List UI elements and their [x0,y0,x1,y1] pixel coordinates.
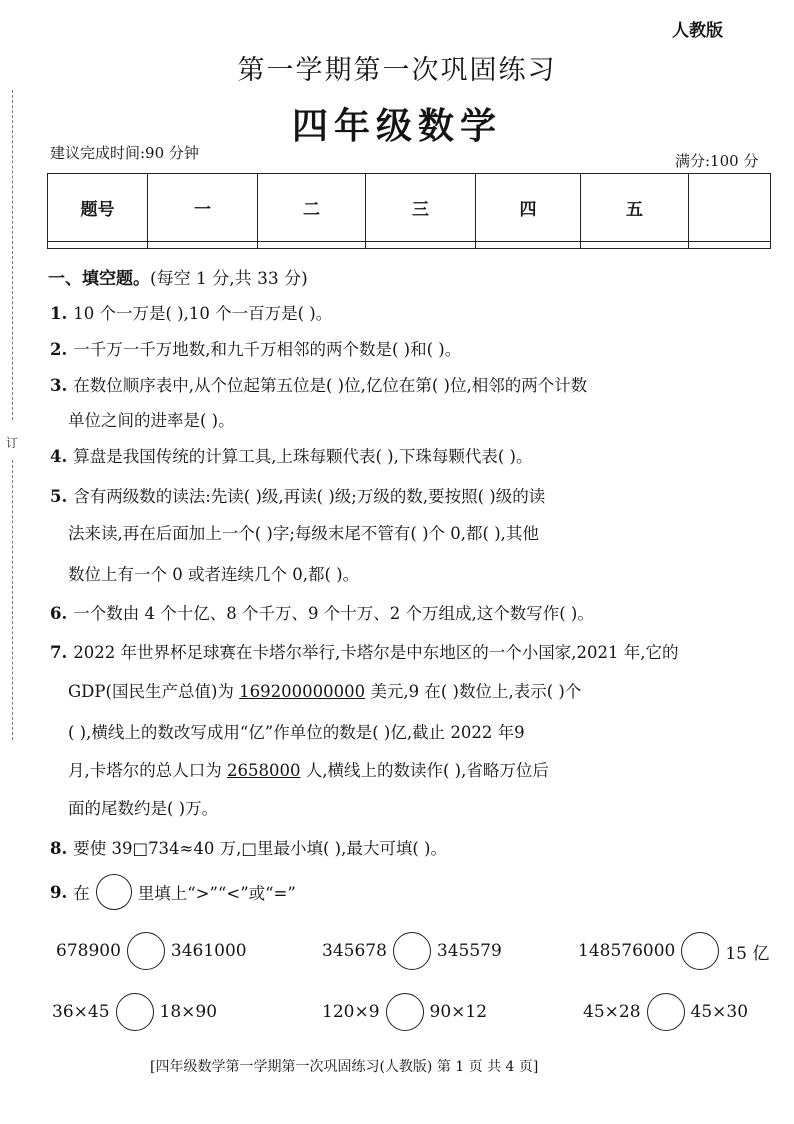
question-text: GDP(国民生产总值)为 [68,682,240,701]
score-table-header-cell: 三 [366,174,476,242]
question-number: 5. [50,487,68,506]
comparison-item [52,993,217,1031]
comparison-item [583,993,748,1031]
question-text: 美元,9 在( )数位上,表示( )个 [365,682,582,701]
score-table-header-cell: 题号 [48,174,148,242]
comparison-item [322,932,502,970]
score-table-score-row [48,241,771,248]
question-text: 算盘是我国传统的计算工具,上珠每颗代表( ),下珠每颗代表( )。 [73,447,533,466]
question-7-cont [68,678,581,702]
answer-circle[interactable] [393,932,431,970]
page-title: 第一学期第一次巩固练习 [237,55,557,86]
comparison-left: 148576000 [578,941,676,961]
score-cell[interactable] [366,241,476,248]
question-text: 10 个一万是( ),10 个一百万是( )。 [73,304,333,323]
question-text: 里填上“>”“<”或“=” [137,884,296,903]
question-text: 在 [73,884,90,903]
comparison-left: 678900 [56,941,121,961]
question-number: 7. [50,643,68,662]
section-title-note: (每空 1 分,共 33 分) [150,269,308,289]
question-9 [50,874,296,910]
comparison-left: 45×28 [583,1002,641,1022]
comparison-item [322,993,487,1031]
score-cell[interactable] [148,241,258,248]
binding-line-bottom [12,460,14,740]
score-cell[interactable] [689,241,771,248]
question-6 [50,600,594,624]
comparison-left: 345678 [322,941,387,961]
circle-icon [96,874,132,910]
comparison-right: 90×12 [429,1002,488,1022]
answer-circle[interactable] [116,993,154,1031]
question-text: 要使 39□734≈40 万,□里最小填( ),最大可填( )。 [73,839,447,858]
question-7-cont: ( ),横线上的数改写成用“亿”作单位的数是( )亿,截止 2022 年9 [68,723,525,742]
question-number: 3. [50,376,68,395]
comparison-item [578,932,769,970]
answer-circle[interactable] [647,993,685,1031]
comparison-item [56,932,247,970]
score-cell[interactable] [581,241,689,248]
comparison-right: 15 亿 [725,943,770,964]
page-footer: [四年级数学第一学期第一次巩固练习(人教版) 第 1 页 共 4 页] [150,1059,539,1075]
question-number: 4. [50,447,68,466]
answer-circle[interactable] [681,932,719,970]
comparison-right: 3461000 [170,941,247,961]
question-5-cont: 数位上有一个 0 或者连续几个 0,都( )。 [68,565,360,584]
question-text: 含有两级数的读法:先读( )级,再读( )级;万级的数,要按照( )级的读 [73,487,546,506]
question-3-cont: 单位之间的进率是( )。 [68,411,235,430]
section-title-text: 一、填空题。 [48,269,150,289]
question-text: 月,卡塔尔的总人口为 [68,761,227,780]
question-number: 1. [50,304,68,323]
score-table-header-cell [689,174,771,242]
question-7 [50,639,678,663]
comparison-right: 45×30 [690,1002,749,1022]
underlined-number: 2658000 [227,761,301,780]
question-number: 9. [50,882,68,902]
comparison-right: 18×90 [159,1002,218,1022]
binding-mark: 订 [6,436,19,450]
score-cell[interactable] [476,241,581,248]
page-subtitle: 四年级数学 [291,106,502,147]
answer-circle[interactable] [386,993,424,1031]
question-4 [50,443,532,467]
question-5-cont: 法来读,再在后面加上一个( )字;每级末尾不管有( )个 0,都( ),其他 [68,524,539,543]
question-number: 6. [50,604,68,623]
time-label: 建议完成时间:90 分钟 [50,144,199,162]
score-table-header-cell: 一 [148,174,258,242]
score-table-header-cell: 二 [258,174,366,242]
answer-circle[interactable] [127,932,165,970]
question-8 [50,835,447,859]
comparison-left: 120×9 [322,1002,380,1022]
question-number: 2. [50,340,68,359]
question-1 [50,300,332,324]
score-table-header-cell: 五 [581,174,689,242]
score-cell[interactable] [48,241,148,248]
question-5 [50,483,545,507]
score-table-header-row [48,174,771,242]
question-text: 2022 年世界杯足球赛在卡塔尔举行,卡塔尔是中东地区的一个小国家,2021 年,它的 [73,643,679,662]
question-text: 人,横线上的数读作( ),省略万位后 [300,761,549,780]
question-2 [50,336,461,360]
edition-label: 人教版 [672,21,723,41]
score-table-header-cell: 四 [476,174,581,242]
question-3 [50,372,587,396]
underlined-number: 169200000000 [239,682,366,701]
question-7-cont: 面的尾数约是( )万。 [68,799,219,818]
score-cell[interactable] [258,241,366,248]
question-text: 在数位顺序表中,从个位起第五位是( )位,亿位在第( )位,相邻的两个计数 [73,376,588,395]
question-text: 一个数由 4 个十亿、8 个千万、9 个十万、2 个万组成,这个数写作( )。 [73,604,594,623]
score-label: 满分:100 分 [675,152,759,170]
section-title [48,264,308,289]
comparison-right: 345579 [436,941,502,961]
score-table [47,173,771,249]
question-7-cont [68,757,549,781]
question-text: 一千万一千万地数,和九千万相邻的两个数是( )和( )。 [73,340,462,359]
comparison-left: 36×45 [52,1002,110,1022]
question-number: 8. [50,839,68,858]
